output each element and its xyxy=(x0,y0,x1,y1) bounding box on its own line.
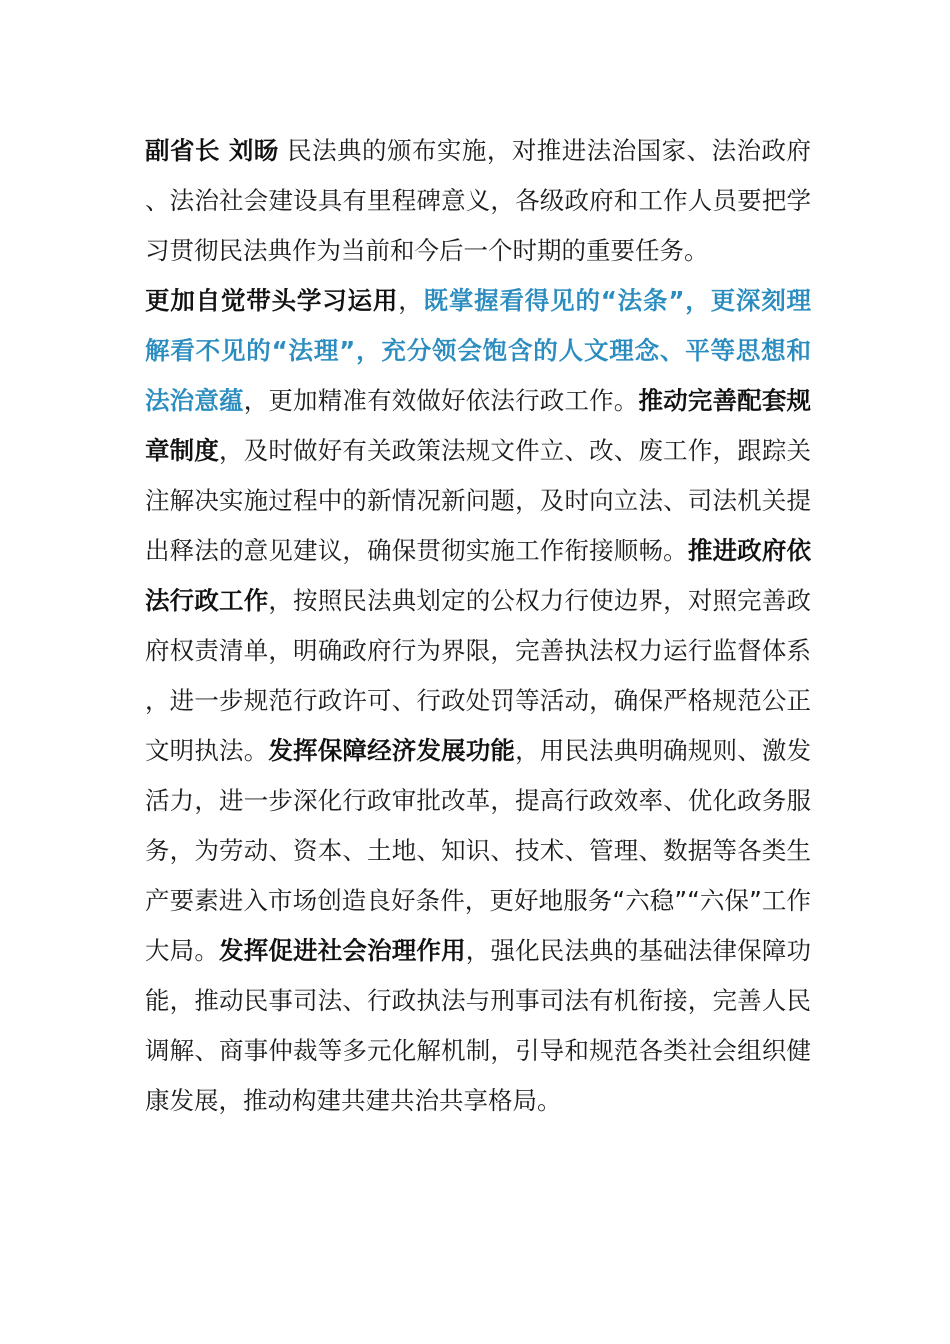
measure-1-text: ，更加精准有效做好依法行政工作。 xyxy=(243,386,639,415)
measure-4-heading: 发挥保障经济发展功能 xyxy=(268,736,516,765)
measure-2-text: ，及时做好有关政策法规文件立、改、废工作，跟踪关注解决实施过程中的新情况新问题，及时向立法、司法机关提出释法的意见建议，确保贯彻实施工作衔接顺畅。 xyxy=(145,436,812,565)
measure-5-text: ，强化民法典的基础法律保障功能，推动民事司法、行政执法与刑事司法有机衔接，完善人民调解、商事仲裁等多元化解机制，引导和规范各类社会组织健康发展，推动构建共建共治共享格局。 xyxy=(145,936,812,1115)
measure-4-text: ，用民法典明确规则、激发活力，进一步深化行政审批改革，提高行政效率、优化政务服务，为劳动、资本、土地、知识、技术、管理、数据等各类生产要素进入市场创造良好条件，更好地服务“六稳”“六保”工作大局。 xyxy=(145,736,812,965)
paragraph-measures xyxy=(145,276,811,1126)
paragraph-speaker-intro xyxy=(145,126,811,276)
measure-3-heading: 推进政府依法行政工作 xyxy=(145,536,812,615)
measure-3-text: ，按照民法典划定的公权力行使边界，对照完善政府权责清单，明确政府行为界限，完善执法权力运行监督体系，进一步规范行政许可、行政处罚等活动，确保严格规范公正文明执法。 xyxy=(145,586,812,765)
measure-2-heading: 推动完善配套规章制度 xyxy=(145,386,812,465)
speaker-statement: 民法典的颁布实施，对推进法治国家、法治政府、法治社会建设具有里程碑意义，各级政府和工作人员要把学习贯彻民法典作为当前和今后一个时期的重要任务。 xyxy=(145,136,812,265)
speaker-name: 副省长 刘旸 xyxy=(145,136,279,165)
measure-1-highlight: 既掌握看得见的“法条”，更深刻理解看不见的“法理”，充分领会饱含的人文理念、平等思想和法治意蕴 xyxy=(145,286,812,415)
measure-1-heading: 更加自觉带头学习运用 xyxy=(145,286,399,315)
measure-1-separator: ， xyxy=(398,286,424,315)
measure-5-heading: 发挥促进社会治理作用 xyxy=(219,936,466,965)
document-body xyxy=(145,126,811,1126)
